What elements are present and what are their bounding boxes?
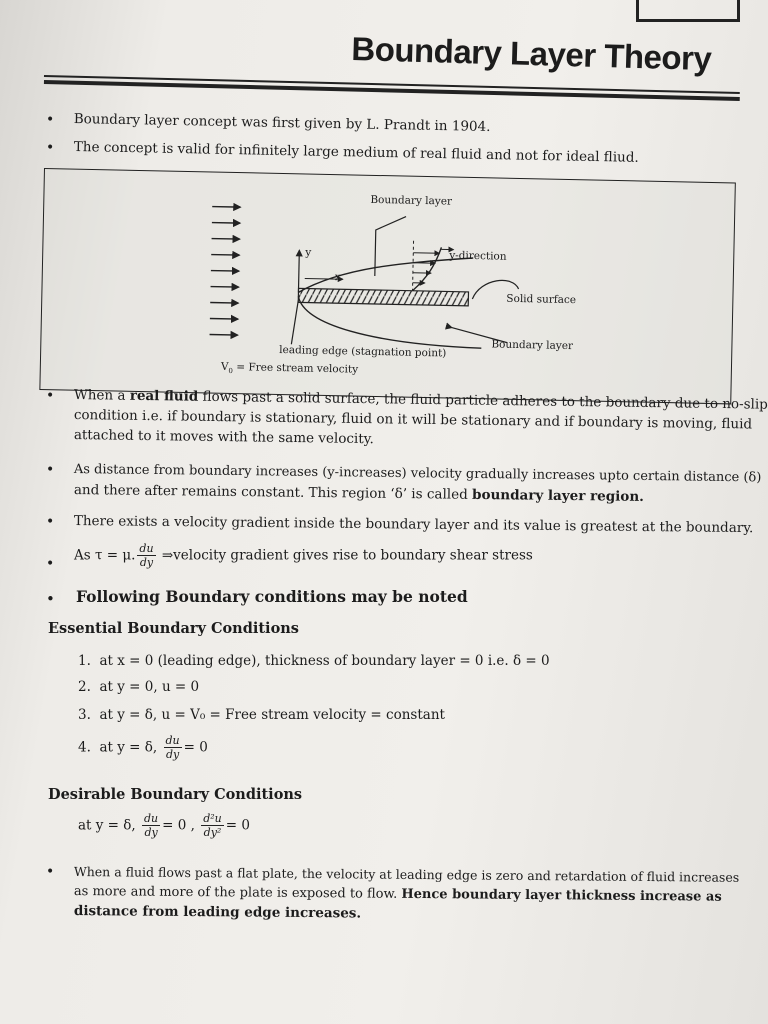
label-y-direction: y-direction	[449, 249, 507, 263]
desirable-conditions: at y = δ, $\frac{du}{dy}$ = 0 , $\frac{\text{d²u}}{\text{dy²}}$ = 0	[78, 812, 250, 839]
label-solid-surface: Solid surface	[506, 292, 577, 307]
label-boundary-layer-top: Boundary layer	[370, 193, 453, 208]
flat-plate	[298, 288, 468, 306]
intro-bullet-1: Boundary layer concept was first given by L. Prandt in 1904.	[73, 110, 491, 135]
distance-line-1: As distance from boundary increases (y-increases) velocity gradually increases upto certain distance (δ)	[73, 461, 762, 486]
real-fluid-line-1: When a real fluid flows past a solid surface, the fluid particle adheres to the boundary due to no-slip	[73, 386, 768, 413]
bullet-dot: •	[46, 514, 55, 530]
real-fluid-line-2: condition i.e. if boundary is stationary, fluid on it will be stationary and if boundary is moving, fluid	[73, 406, 753, 433]
essential-item-2: 2. at y = 0, u = 0	[78, 679, 200, 695]
bullet-dot: •	[46, 388, 55, 404]
following-heading: Following Boundary conditions may be noted	[76, 587, 468, 606]
last-line-1: When a fluid flows past a flat plate, the velocity at leading edge is zero and retardation of fluid increases	[73, 863, 740, 885]
free-stream-arrows	[210, 207, 241, 336]
essential-heading: Essential Boundary Conditions	[48, 620, 299, 637]
fraction-du-dy: $\frac{du}{dy}$	[144, 812, 159, 839]
fraction-d2u-dy2: $\frac{\text{d²u}}{\text{dy²}}$	[203, 812, 222, 839]
label-y: y	[305, 246, 312, 259]
bullet-dot: •	[46, 556, 55, 572]
shear-line: As τ = μ. $\frac{du}{dy}$ ⇒velocity gradient gives rise to boundary shear stress	[74, 542, 533, 569]
label-free-stream-velocity: $V_0$ = Free stream velocity	[220, 360, 359, 376]
bullet-dot: •	[46, 590, 55, 608]
bullet-dot: •	[46, 462, 55, 478]
boundary-layer-diagram	[39, 168, 735, 404]
essential-item-4: 4. at y = δ, $\frac{du}{dy}$ = 0	[78, 734, 208, 761]
gradient-line: There exists a velocity gradient inside the boundary layer and its value is greatest at the boundary.	[73, 512, 754, 537]
last-line-2: as more and more of the plate is exposed to flow. Hence boundary layer thickness increase as	[73, 883, 722, 905]
fraction-du-dy: $\frac{du}{dy}$	[165, 734, 180, 761]
essential-item-3: 3. at y = δ, u = V₀ = Free stream velocity = constant	[78, 707, 445, 723]
desirable-heading: Desirable Boundary Conditions	[48, 786, 303, 803]
essential-item-1: 1. at x = 0 (leading edge), thickness of boundary layer = 0 i.e. δ = 0	[78, 653, 550, 669]
page-title: Boundary Layer Theory	[350, 30, 712, 78]
last-line-3: distance from leading edge increases.	[73, 902, 362, 922]
label-boundary-layer-right: Boundary layer	[491, 338, 574, 353]
label-x: x	[334, 271, 341, 284]
bullet-dot: •	[46, 140, 55, 156]
fraction-du-dy: $\frac{du}{dy}$	[139, 542, 154, 569]
real-fluid-line-3: attached to it moves with the same velocity.	[73, 426, 374, 448]
corner-box	[636, 0, 740, 22]
label-leading-edge: leading edge (stagnation point)	[279, 343, 447, 360]
distance-line-2: and there after remains constant. This region ‘δ’ is called boundary layer region.	[73, 481, 644, 505]
bullet-dot: •	[46, 112, 55, 128]
intro-bullet-2: The concept is valid for infinitely large medium of real fluid and not for ideal fliud.	[73, 138, 639, 166]
bullet-dot: •	[46, 864, 55, 880]
